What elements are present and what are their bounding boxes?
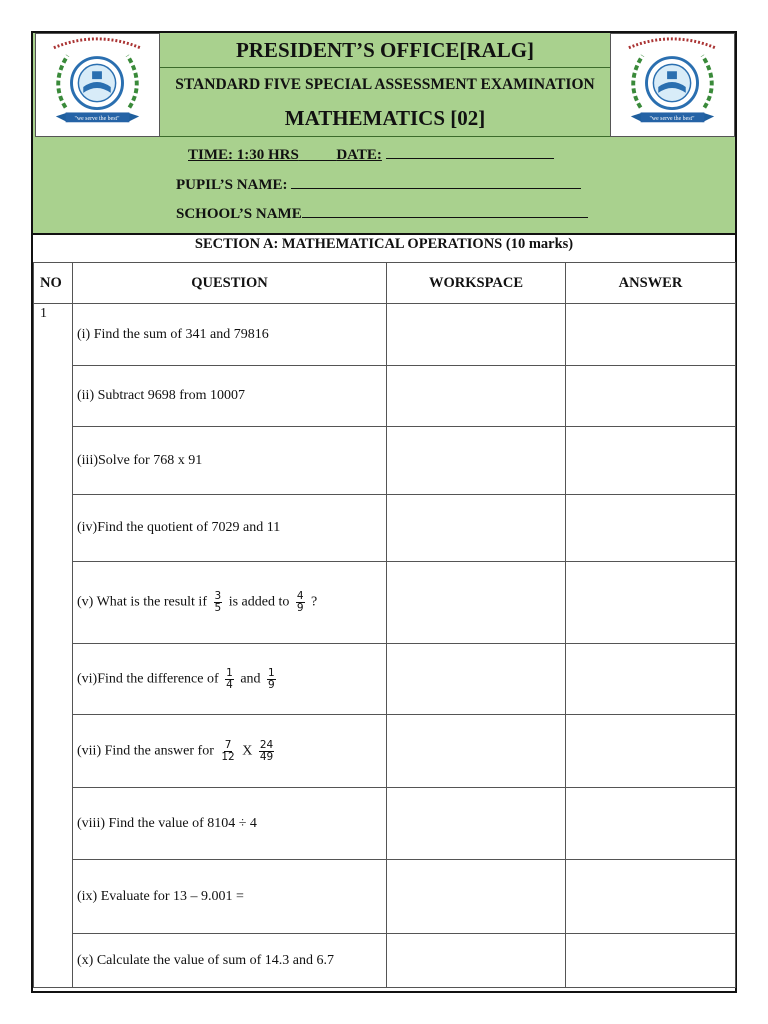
question-text bbox=[73, 644, 387, 715]
fraction-numerator: 24 bbox=[259, 738, 274, 751]
question-text-part: ? bbox=[311, 594, 318, 610]
fraction-numerator: 7 bbox=[224, 738, 232, 751]
question-text: (iv)Find the quotient of 7029 and 11 bbox=[73, 495, 387, 562]
question-number: 1 bbox=[34, 304, 73, 988]
pupil-name-field[interactable] bbox=[291, 174, 581, 189]
col-header-answer: ANSWER bbox=[566, 263, 736, 304]
kipco-logo-right bbox=[610, 33, 735, 137]
answer-cell[interactable] bbox=[566, 562, 736, 644]
table-row bbox=[34, 934, 736, 988]
fraction-denominator: 9 bbox=[268, 678, 275, 691]
questions-table bbox=[33, 262, 736, 988]
fraction-numerator: 4 bbox=[296, 590, 304, 602]
fraction bbox=[220, 740, 235, 763]
question-text: (iii)Solve for 768 x 91 bbox=[73, 427, 387, 495]
pupil-name-label: PUPIL’S NAME: bbox=[176, 177, 288, 193]
question-text-part: (vi)Find the difference of bbox=[77, 671, 219, 687]
question-text: (viii) Find the value of 8104 ÷ 4 bbox=[73, 788, 387, 860]
exam-title: STANDARD FIVE SPECIAL ASSESSMENT EXAMINATION bbox=[175, 76, 595, 93]
question-text: (ix) Evaluate for 13 – 9.001 = bbox=[73, 860, 387, 934]
date-field[interactable] bbox=[386, 144, 554, 159]
workspace-cell[interactable] bbox=[387, 715, 566, 788]
answer-cell[interactable] bbox=[566, 495, 736, 562]
school-name-field[interactable] bbox=[302, 203, 588, 218]
answer-cell[interactable] bbox=[566, 934, 736, 988]
fraction-denominator: 49 bbox=[259, 750, 274, 763]
fraction-numerator: 3 bbox=[214, 590, 222, 602]
col-header-workspace: WORKSPACE bbox=[387, 263, 566, 304]
fraction-numerator: 1 bbox=[226, 666, 233, 679]
question-text-part: is added to bbox=[228, 594, 290, 610]
svg-text:"we serve the best": "we serve the best" bbox=[649, 115, 695, 122]
time-label: TIME: 1:30 HRS bbox=[188, 147, 299, 163]
table-row bbox=[34, 304, 736, 366]
date-label: DATE: bbox=[336, 147, 382, 163]
kipco-emblem-icon bbox=[611, 34, 734, 136]
question-text: (ii) Subtract 9698 from 10007 bbox=[73, 366, 387, 427]
answer-cell[interactable] bbox=[566, 860, 736, 934]
svg-text:"we serve the best": "we serve the best" bbox=[74, 115, 120, 122]
table-row bbox=[34, 495, 736, 562]
answer-cell[interactable] bbox=[566, 304, 736, 366]
workspace-cell[interactable] bbox=[387, 366, 566, 427]
col-header-no: NO bbox=[34, 263, 73, 304]
pupil-name-line bbox=[176, 174, 581, 194]
workspace-cell[interactable] bbox=[387, 495, 566, 562]
fraction-numerator: 1 bbox=[268, 666, 275, 679]
answer-cell[interactable] bbox=[566, 366, 736, 427]
fraction-denominator: 12 bbox=[221, 750, 235, 763]
col-header-question: QUESTION bbox=[73, 263, 387, 304]
table-row bbox=[34, 427, 736, 495]
answer-cell[interactable] bbox=[566, 715, 736, 788]
school-name-line bbox=[176, 203, 588, 223]
fraction bbox=[267, 668, 276, 691]
table-row bbox=[34, 860, 736, 934]
subject-divider bbox=[160, 136, 610, 137]
table-row bbox=[34, 366, 736, 427]
school-name-label: SCHOOL’S NAME bbox=[176, 206, 302, 222]
office-title: PRESIDENT’S OFFICE[RALG] bbox=[235, 38, 535, 62]
fraction-denominator: 9 bbox=[296, 602, 304, 614]
kipco-emblem-icon bbox=[36, 34, 159, 136]
question-text-part: (vii) Find the answer for bbox=[77, 743, 214, 759]
fraction bbox=[225, 668, 234, 691]
question-text-part: (v) What is the result if bbox=[77, 594, 207, 610]
table-row bbox=[34, 644, 736, 715]
workspace-cell[interactable] bbox=[387, 304, 566, 366]
workspace-cell[interactable] bbox=[387, 934, 566, 988]
workspace-cell[interactable] bbox=[387, 860, 566, 934]
workspace-cell[interactable] bbox=[387, 427, 566, 495]
workspace-cell[interactable] bbox=[387, 644, 566, 715]
workspace-cell[interactable] bbox=[387, 562, 566, 644]
table-row bbox=[34, 562, 736, 644]
fraction bbox=[214, 591, 223, 614]
subject-title: MATHEMATICS [02] bbox=[284, 106, 486, 130]
table-row bbox=[34, 715, 736, 788]
time-date-line bbox=[188, 144, 554, 164]
question-text: (x) Calculate the value of sum of 14.3 and 6.7 bbox=[73, 934, 387, 988]
table-header-row bbox=[34, 263, 736, 304]
title-divider bbox=[160, 67, 610, 68]
question-text-part: and bbox=[240, 671, 261, 687]
fraction-denominator: 5 bbox=[214, 602, 222, 614]
workspace-cell[interactable] bbox=[387, 788, 566, 860]
fraction bbox=[259, 740, 274, 763]
question-text bbox=[73, 562, 387, 644]
table-row bbox=[34, 788, 736, 860]
question-text bbox=[73, 715, 387, 788]
fraction-denominator: 4 bbox=[226, 678, 233, 691]
kipco-logo-left bbox=[35, 33, 160, 137]
answer-cell[interactable] bbox=[566, 788, 736, 860]
answer-cell[interactable] bbox=[566, 427, 736, 495]
section-title: SECTION A: MATHEMATICAL OPERATIONS (10 marks) bbox=[194, 236, 574, 252]
question-text: (i) Find the sum of 341 and 79816 bbox=[73, 304, 387, 366]
question-text-part: X bbox=[242, 743, 253, 759]
answer-cell[interactable] bbox=[566, 644, 736, 715]
fraction bbox=[296, 591, 305, 614]
